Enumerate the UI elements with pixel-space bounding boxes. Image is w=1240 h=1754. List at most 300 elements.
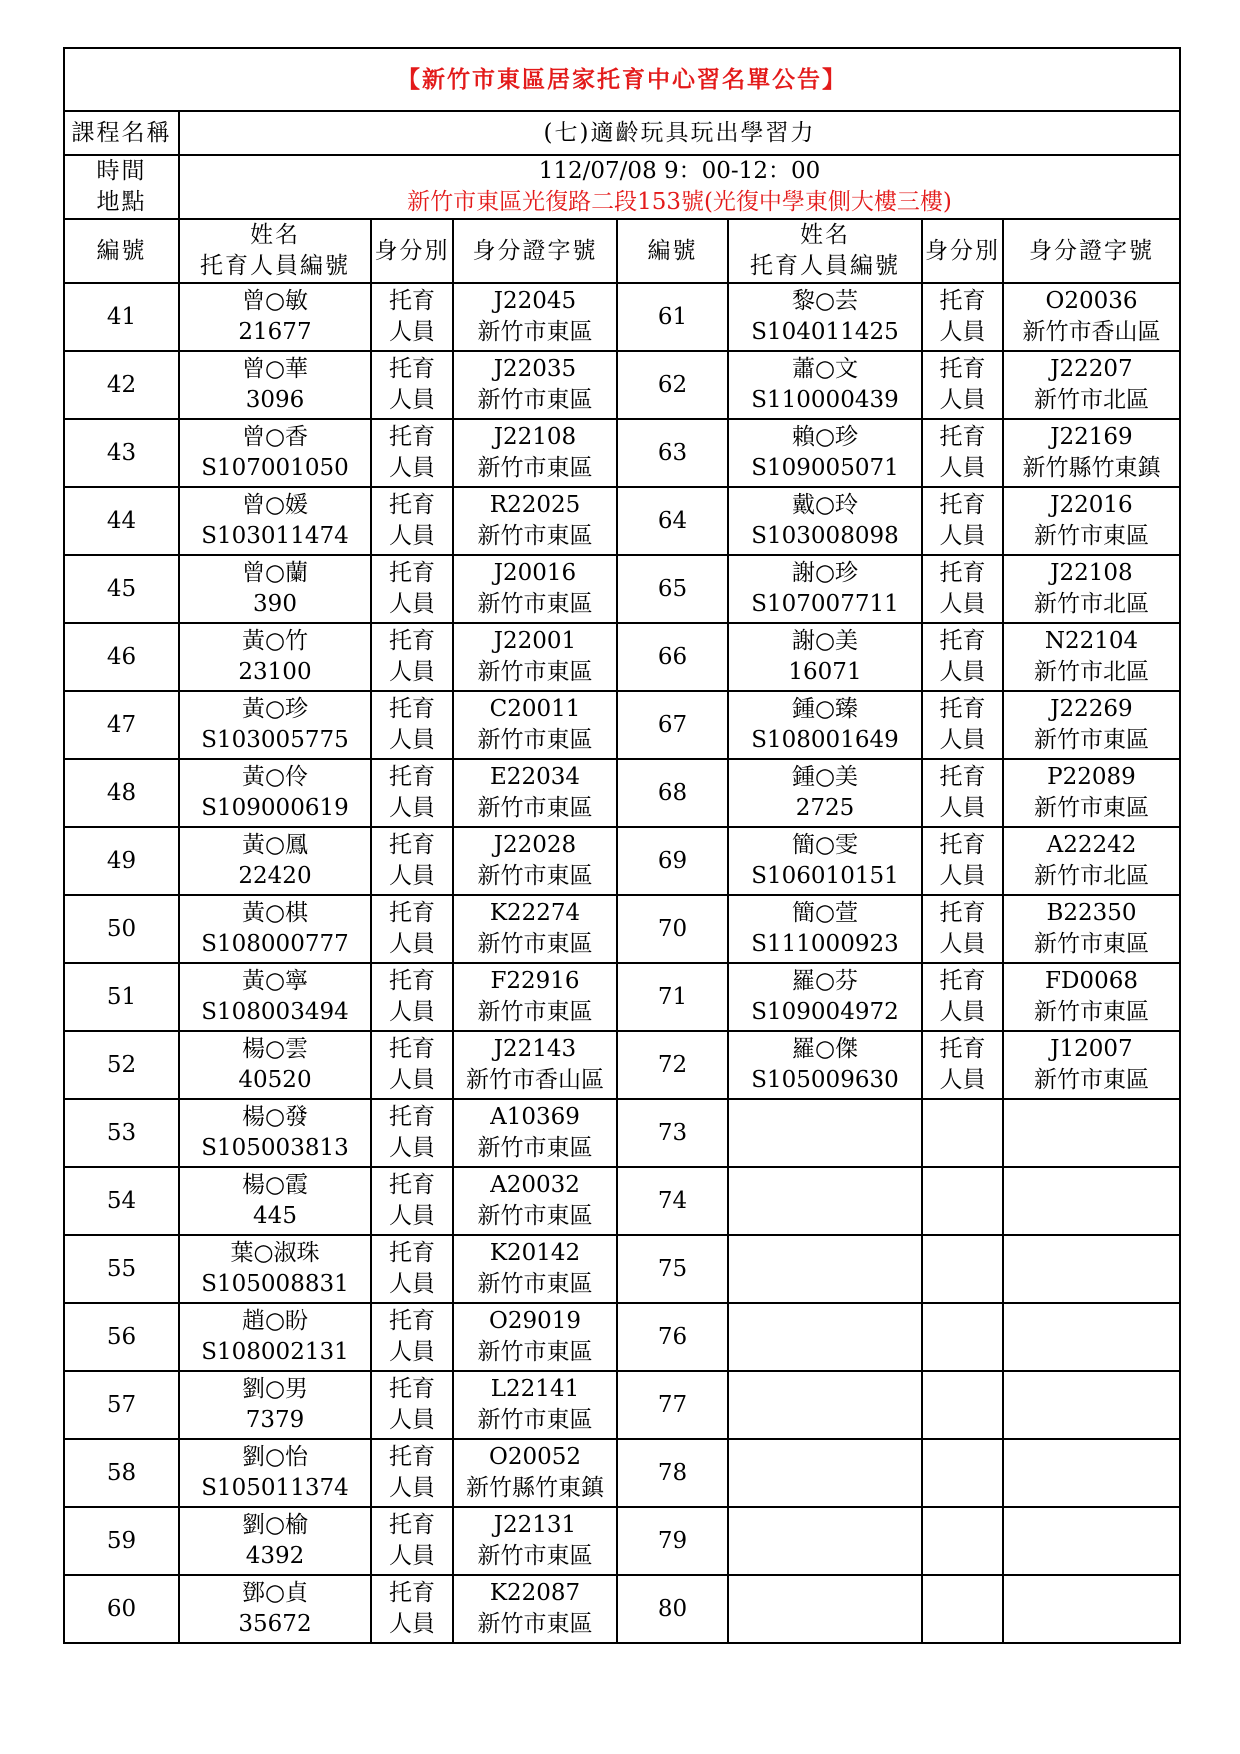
row-number-left: 50 (64, 895, 179, 963)
row-number-left: 47 (64, 691, 179, 759)
id-number-cell-right (1003, 1235, 1180, 1303)
person-name: 鍾○臻 (791, 696, 859, 722)
identity-line1: 托育 (939, 356, 986, 382)
person-name: 黃○寧 (241, 968, 309, 994)
identity-cell-left (371, 487, 453, 555)
caregiver-code: S109004972 (751, 999, 899, 1025)
person-name: 曾○華 (241, 356, 309, 382)
header-name-line1: 姓名 (250, 222, 300, 248)
identity-cell-left (371, 1303, 453, 1371)
identity-line1: 托育 (389, 1376, 435, 1402)
person-name: 羅○芬 (791, 968, 859, 994)
row-number-right: 78 (617, 1439, 728, 1507)
row-number-right: 62 (617, 351, 728, 419)
id-number-cell-right (1003, 283, 1180, 351)
id-area: 新竹市東區 (477, 1543, 593, 1569)
identity-line1: 托育 (389, 492, 435, 518)
row-number-left: 51 (64, 963, 179, 1031)
identity-cell-left (371, 283, 453, 351)
table-row (64, 283, 1180, 351)
caregiver-code: 35672 (238, 1611, 312, 1637)
id-number-cell-left (453, 487, 617, 555)
identity-line1: 托育 (389, 424, 435, 450)
id-area: 新竹市東區 (477, 659, 593, 685)
row-number-right: 70 (617, 895, 728, 963)
id-area: 新竹市香山區 (466, 1067, 604, 1093)
identity-cell-left (371, 691, 453, 759)
name-cell-left (179, 963, 371, 1031)
identity-cell-right (922, 691, 1003, 759)
id-number: FD0068 (1045, 968, 1138, 994)
id-number-cell-left (453, 351, 617, 419)
id-number-cell-left (453, 623, 617, 691)
identity-line2: 人員 (939, 387, 986, 413)
name-cell-left (179, 351, 371, 419)
id-area: 新竹市北區 (1034, 387, 1149, 413)
identity-cell-left (371, 351, 453, 419)
name-cell-left (179, 623, 371, 691)
person-name: 賴○珍 (791, 424, 859, 450)
identity-cell-right (922, 1439, 1003, 1507)
id-area: 新竹市東區 (477, 523, 593, 549)
id-number: O29019 (488, 1308, 582, 1334)
person-name: 戴○玲 (791, 492, 859, 518)
id-number: J22108 (1050, 560, 1133, 586)
identity-line2: 人員 (389, 1339, 435, 1365)
id-number-cell-right (1003, 895, 1180, 963)
identity-line1: 托育 (389, 1512, 435, 1538)
row-number-right: 66 (617, 623, 728, 691)
row-number-right: 72 (617, 1031, 728, 1099)
id-number-cell-right (1003, 555, 1180, 623)
name-cell-left (179, 1507, 371, 1575)
identity-line1: 托育 (389, 356, 435, 382)
caregiver-code: 7379 (245, 1407, 305, 1433)
name-cell-left (179, 1575, 371, 1643)
identity-line2: 人員 (389, 1475, 435, 1501)
row-number-right: 61 (617, 283, 728, 351)
id-area: 新竹市東區 (477, 727, 593, 753)
row-number-right: 74 (617, 1167, 728, 1235)
identity-line2: 人員 (939, 795, 986, 821)
name-cell-left (179, 283, 371, 351)
id-number: O20036 (1045, 288, 1138, 314)
name-cell-left (179, 759, 371, 827)
id-number: A20032 (490, 1172, 580, 1198)
identity-cell-right (922, 1031, 1003, 1099)
person-name: 楊○發 (241, 1104, 309, 1130)
identity-line2: 人員 (389, 1135, 435, 1161)
id-area: 新竹市東區 (1034, 931, 1149, 957)
row-number-left: 57 (64, 1371, 179, 1439)
row-number-left: 54 (64, 1167, 179, 1235)
row-number-right: 67 (617, 691, 728, 759)
name-cell-right (728, 419, 922, 487)
table-row (64, 759, 1180, 827)
name-cell-right (728, 487, 922, 555)
name-cell-right (728, 1167, 922, 1235)
identity-line2: 人員 (939, 591, 986, 617)
identity-line2: 人員 (939, 863, 986, 889)
row-number-left: 49 (64, 827, 179, 895)
id-area: 新竹市北區 (1034, 659, 1149, 685)
identity-cell-left (371, 555, 453, 623)
caregiver-code: S107007711 (751, 591, 899, 617)
id-area: 新竹市東區 (477, 999, 593, 1025)
row-number-right: 63 (617, 419, 728, 487)
identity-cell-left (371, 1575, 453, 1643)
identity-line1: 托育 (939, 832, 986, 858)
id-number: A10369 (490, 1104, 580, 1130)
caregiver-code: S108002131 (201, 1339, 349, 1365)
person-name: 羅○傑 (791, 1036, 859, 1062)
person-name: 簡○萱 (791, 900, 859, 926)
id-number: J12007 (1050, 1036, 1133, 1062)
id-number: J22028 (493, 832, 577, 858)
name-cell-left (179, 1439, 371, 1507)
id-number: J22001 (493, 628, 577, 654)
name-cell-right (728, 895, 922, 963)
identity-line2: 人員 (389, 523, 435, 549)
name-cell-left (179, 487, 371, 555)
identity-line2: 人員 (389, 659, 435, 685)
id-number-cell-left (453, 1507, 617, 1575)
name-cell-right (728, 963, 922, 1031)
id-number-cell-left (453, 1575, 617, 1643)
id-number: K20142 (489, 1240, 581, 1266)
id-number-cell-right (1003, 623, 1180, 691)
id-number: J22035 (493, 356, 577, 382)
id-number-cell-right (1003, 1099, 1180, 1167)
identity-cell-right (922, 1167, 1003, 1235)
caregiver-code: 390 (253, 591, 297, 617)
identity-line2: 人員 (389, 999, 435, 1025)
caregiver-code: S108000777 (201, 931, 349, 957)
id-number-cell-right (1003, 691, 1180, 759)
identity-line1: 托育 (939, 560, 986, 586)
identity-cell-right (922, 351, 1003, 419)
header-name-line1-right: 姓名 (800, 222, 850, 248)
identity-line2: 人員 (389, 795, 435, 821)
id-number: B22350 (1046, 900, 1137, 926)
id-number: K22274 (489, 900, 581, 926)
identity-cell-right (922, 623, 1003, 691)
name-cell-right (728, 691, 922, 759)
header-name-right (728, 219, 922, 283)
row-number-right: 68 (617, 759, 728, 827)
row-number-right: 80 (617, 1575, 728, 1643)
id-number-cell-left (453, 895, 617, 963)
header-number: 編號 (64, 219, 179, 283)
caregiver-code: S108001649 (751, 727, 899, 753)
identity-line1: 托育 (389, 1240, 435, 1266)
id-number: J22108 (493, 424, 577, 450)
id-number: A22242 (1046, 832, 1137, 858)
identity-cell-left (371, 827, 453, 895)
id-area: 新竹縣竹東鎮 (466, 1475, 604, 1501)
caregiver-code: S105008831 (201, 1271, 349, 1297)
identity-line1: 托育 (389, 968, 435, 994)
name-cell-right (728, 283, 922, 351)
person-name: 黃○棋 (241, 900, 309, 926)
id-area: 新竹縣竹東鎮 (1022, 455, 1161, 481)
identity-line1: 托育 (389, 1308, 435, 1334)
name-cell-left (179, 1099, 371, 1167)
table-row (64, 1099, 1180, 1167)
header-name (179, 219, 371, 283)
person-name: 曾○蘭 (241, 560, 309, 586)
course-name: (七)適齡玩具玩出學習力 (179, 111, 1180, 155)
id-number-cell-right (1003, 1575, 1180, 1643)
id-number: J22269 (1050, 696, 1133, 722)
identity-line1: 托育 (389, 1580, 435, 1606)
identity-line1: 托育 (939, 900, 986, 926)
table-row (64, 1371, 1180, 1439)
identity-cell-right (922, 827, 1003, 895)
name-cell-left (179, 1235, 371, 1303)
identity-cell-left (371, 1507, 453, 1575)
name-cell-right (728, 1575, 922, 1643)
id-number-cell-left (453, 283, 617, 351)
id-number-cell-right (1003, 1439, 1180, 1507)
id-number: J22169 (1050, 424, 1133, 450)
id-number: E22034 (490, 764, 580, 790)
table-row (64, 1031, 1180, 1099)
id-number-cell-left (453, 1303, 617, 1371)
id-number-cell-left (453, 1031, 617, 1099)
id-number-cell-left (453, 827, 617, 895)
caregiver-code: 2725 (795, 795, 855, 821)
table-row (64, 487, 1180, 555)
row-number-left: 52 (64, 1031, 179, 1099)
identity-line2: 人員 (939, 999, 986, 1025)
person-name: 趙○盼 (241, 1308, 309, 1334)
row-number-left: 55 (64, 1235, 179, 1303)
id-area: 新竹市東區 (1034, 999, 1149, 1025)
identity-cell-right (922, 1575, 1003, 1643)
identity-line1: 托育 (939, 628, 986, 654)
identity-cell-left (371, 1031, 453, 1099)
header-id-number-right: 身分證字號 (1003, 219, 1180, 283)
identity-line1: 托育 (389, 900, 435, 926)
name-cell-right (728, 1099, 922, 1167)
identity-line2: 人員 (389, 1407, 435, 1433)
header-row (64, 219, 1180, 283)
identity-line1: 托育 (389, 832, 435, 858)
identity-line2: 人員 (389, 863, 435, 889)
time-value: 112/07/08 9：00-12：00 (179, 155, 1180, 187)
identity-line1: 托育 (939, 764, 986, 790)
identity-line1: 托育 (939, 424, 986, 450)
name-cell-left (179, 691, 371, 759)
page-title: 【新竹市東區居家托育中心習名單公告】 (64, 48, 1180, 111)
name-cell-right (728, 623, 922, 691)
person-name: 蕭○文 (791, 356, 859, 382)
id-number-cell-left (453, 1439, 617, 1507)
id-number: J22143 (493, 1036, 577, 1062)
id-area: 新竹市東區 (477, 1339, 593, 1365)
caregiver-code: 23100 (238, 659, 312, 685)
identity-cell-right (922, 419, 1003, 487)
caregiver-code: S105003813 (201, 1135, 349, 1161)
row-number-right: 69 (617, 827, 728, 895)
table-row (64, 895, 1180, 963)
name-cell-right (728, 1031, 922, 1099)
caregiver-code: S103011474 (201, 523, 349, 549)
name-cell-left (179, 1167, 371, 1235)
id-number: J22207 (1050, 356, 1133, 382)
table-row (64, 1303, 1180, 1371)
id-number-cell-left (453, 419, 617, 487)
person-name: 曾○香 (241, 424, 309, 450)
id-number: L22141 (490, 1376, 580, 1402)
name-cell-right (728, 1235, 922, 1303)
caregiver-code: S109000619 (201, 795, 349, 821)
id-area: 新竹市東區 (477, 1407, 593, 1433)
id-number-cell-left (453, 691, 617, 759)
identity-line1: 托育 (389, 764, 435, 790)
id-number-cell-right (1003, 351, 1180, 419)
id-number: C20011 (489, 696, 581, 722)
identity-line2: 人員 (939, 319, 986, 345)
caregiver-code: 21677 (238, 319, 312, 345)
header-identity-right: 身分別 (922, 219, 1003, 283)
identity-line1: 托育 (939, 968, 986, 994)
caregiver-code: S111000923 (751, 931, 899, 957)
row-number-right: 64 (617, 487, 728, 555)
identity-cell-right (922, 1235, 1003, 1303)
id-area: 新竹市北區 (1034, 863, 1149, 889)
identity-cell-right (922, 555, 1003, 623)
id-number: J22016 (1050, 492, 1133, 518)
time-label: 時間 (64, 155, 179, 187)
identity-cell-left (371, 623, 453, 691)
id-number: J22131 (493, 1512, 577, 1538)
id-number-cell-right (1003, 1167, 1180, 1235)
identity-cell-right (922, 487, 1003, 555)
person-name: 黃○竹 (241, 628, 309, 654)
identity-cell-left (371, 963, 453, 1031)
caregiver-code: S110000439 (751, 387, 899, 413)
person-name: 謝○美 (791, 628, 859, 654)
person-name: 楊○霞 (241, 1172, 309, 1198)
row-number-left: 48 (64, 759, 179, 827)
identity-line2: 人員 (389, 455, 435, 481)
identity-line1: 托育 (389, 1444, 435, 1470)
row-number-right: 73 (617, 1099, 728, 1167)
person-name: 楊○雲 (241, 1036, 309, 1062)
id-number-cell-left (453, 759, 617, 827)
table-row (64, 1507, 1180, 1575)
name-cell-left (179, 1031, 371, 1099)
id-number: J20016 (493, 560, 577, 586)
id-area: 新竹市東區 (477, 1203, 593, 1229)
identity-line2: 人員 (939, 931, 986, 957)
identity-line2: 人員 (939, 727, 986, 753)
identity-line2: 人員 (389, 319, 435, 345)
id-number-cell-left (453, 555, 617, 623)
identity-line2: 人員 (939, 523, 986, 549)
person-name: 曾○媛 (241, 492, 309, 518)
person-name: 黃○鳳 (241, 832, 309, 858)
id-number-cell-right (1003, 487, 1180, 555)
caregiver-code: S105011374 (201, 1475, 349, 1501)
name-cell-right (728, 827, 922, 895)
identity-line1: 托育 (389, 1172, 435, 1198)
identity-cell-left (371, 1167, 453, 1235)
name-cell-left (179, 827, 371, 895)
identity-line2: 人員 (389, 1271, 435, 1297)
identity-line2: 人員 (389, 727, 435, 753)
row-number-left: 41 (64, 283, 179, 351)
id-number-cell-left (453, 1099, 617, 1167)
name-cell-right (728, 555, 922, 623)
identity-cell-right (922, 963, 1003, 1031)
id-area: 新竹市東區 (477, 1271, 593, 1297)
caregiver-code: 4392 (245, 1543, 305, 1569)
id-number: N22104 (1044, 628, 1139, 654)
id-area: 新竹市東區 (1034, 727, 1149, 753)
id-number: O20052 (488, 1444, 582, 1470)
row-number-left: 43 (64, 419, 179, 487)
id-area: 新竹市東區 (477, 1135, 593, 1161)
row-number-left: 46 (64, 623, 179, 691)
person-name: 劉○男 (241, 1376, 309, 1402)
row-number-left: 42 (64, 351, 179, 419)
table-row (64, 963, 1180, 1031)
id-area: 新竹市東區 (477, 387, 593, 413)
person-name: 謝○珍 (791, 560, 859, 586)
table-row (64, 351, 1180, 419)
id-area: 新竹市東區 (477, 591, 593, 617)
row-number-right: 76 (617, 1303, 728, 1371)
identity-line2: 人員 (389, 387, 435, 413)
caregiver-code: S107001050 (201, 455, 349, 481)
table-row (64, 1235, 1180, 1303)
identity-line2: 人員 (939, 659, 986, 685)
caregiver-code: S104011425 (751, 319, 899, 345)
identity-line2: 人員 (939, 1067, 986, 1093)
place-label: 地點 (64, 187, 179, 219)
name-cell-right (728, 351, 922, 419)
id-number-cell-right (1003, 963, 1180, 1031)
identity-line1: 托育 (939, 696, 986, 722)
identity-line2: 人員 (389, 1067, 435, 1093)
table-row (64, 1439, 1180, 1507)
identity-line1: 托育 (389, 560, 435, 586)
row-number-left: 44 (64, 487, 179, 555)
table-row (64, 1167, 1180, 1235)
id-area: 新竹市北區 (1034, 591, 1149, 617)
name-cell-right (728, 1439, 922, 1507)
identity-line1: 托育 (939, 288, 986, 314)
person-name: 簡○雯 (791, 832, 859, 858)
identity-line1: 托育 (389, 696, 435, 722)
row-number-left: 58 (64, 1439, 179, 1507)
id-area: 新竹市東區 (1034, 795, 1149, 821)
caregiver-code: 22420 (238, 863, 312, 889)
table-row (64, 623, 1180, 691)
id-area: 新竹市東區 (477, 455, 593, 481)
id-number-cell-right (1003, 1371, 1180, 1439)
identity-line2: 人員 (389, 1611, 435, 1637)
id-area: 新竹市東區 (477, 863, 593, 889)
id-number-cell-left (453, 1371, 617, 1439)
row-number-left: 60 (64, 1575, 179, 1643)
identity-cell-left (371, 895, 453, 963)
caregiver-code: 3096 (245, 387, 305, 413)
header-identity: 身分別 (371, 219, 453, 283)
